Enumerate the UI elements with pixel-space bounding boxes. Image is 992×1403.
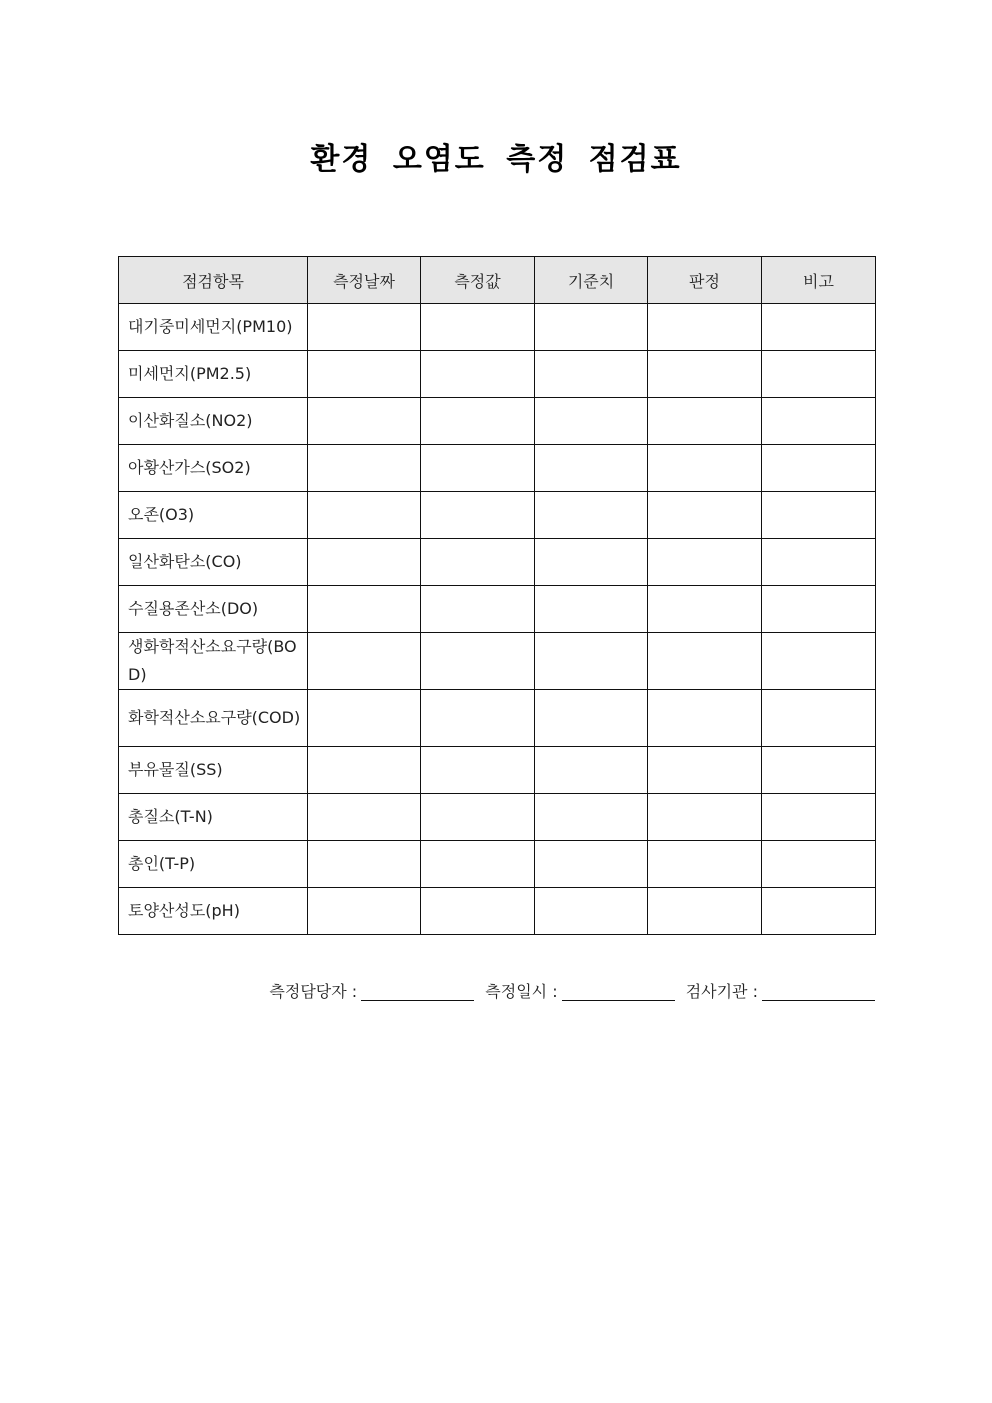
inspector-label: 측정담당자 : bbox=[269, 982, 358, 1001]
item-cell: 토양산성도(pH) bbox=[119, 888, 308, 935]
date-cell[interactable] bbox=[308, 539, 421, 586]
standard-cell[interactable] bbox=[535, 492, 648, 539]
date-cell[interactable] bbox=[308, 690, 421, 747]
judgment-cell[interactable] bbox=[648, 841, 762, 888]
judgment-cell[interactable] bbox=[648, 633, 762, 690]
date-cell[interactable] bbox=[308, 794, 421, 841]
table-row bbox=[119, 351, 876, 398]
date-cell[interactable] bbox=[308, 304, 421, 351]
date-cell[interactable] bbox=[308, 747, 421, 794]
note-cell[interactable] bbox=[762, 633, 876, 690]
date-cell[interactable] bbox=[308, 492, 421, 539]
agency-field[interactable] bbox=[762, 984, 875, 1001]
value-cell[interactable] bbox=[421, 747, 535, 794]
table-row bbox=[119, 747, 876, 794]
item-cell: 총인(T-P) bbox=[119, 841, 308, 888]
standard-cell[interactable] bbox=[535, 304, 648, 351]
standard-cell[interactable] bbox=[535, 633, 648, 690]
table-row bbox=[119, 794, 876, 841]
standard-cell[interactable] bbox=[535, 888, 648, 935]
judgment-cell[interactable] bbox=[648, 888, 762, 935]
item-cell: 오존(O3) bbox=[119, 492, 308, 539]
header-standard: 기준치 bbox=[535, 257, 648, 304]
table-row bbox=[119, 398, 876, 445]
header-measure-date: 측정날짜 bbox=[308, 257, 421, 304]
header-measured-value: 측정값 bbox=[421, 257, 535, 304]
note-cell[interactable] bbox=[762, 304, 876, 351]
value-cell[interactable] bbox=[421, 398, 535, 445]
note-cell[interactable] bbox=[762, 586, 876, 633]
table-header-row bbox=[119, 257, 876, 304]
note-cell[interactable] bbox=[762, 492, 876, 539]
note-cell[interactable] bbox=[762, 351, 876, 398]
value-cell[interactable] bbox=[421, 794, 535, 841]
judgment-cell[interactable] bbox=[648, 794, 762, 841]
note-cell[interactable] bbox=[762, 398, 876, 445]
item-cell: 수질용존산소(DO) bbox=[119, 586, 308, 633]
page-title: 환경 오염도 측정 점검표 bbox=[310, 142, 682, 177]
item-cell: 화학적산소요구량(COD) bbox=[119, 690, 308, 747]
judgment-cell[interactable] bbox=[648, 586, 762, 633]
table-row bbox=[119, 445, 876, 492]
note-cell[interactable] bbox=[762, 841, 876, 888]
standard-cell[interactable] bbox=[535, 841, 648, 888]
standard-cell[interactable] bbox=[535, 398, 648, 445]
item-cell: 총질소(T-N) bbox=[119, 794, 308, 841]
datetime-label: 측정일시 : bbox=[485, 982, 558, 1001]
inspector-field[interactable] bbox=[361, 984, 474, 1001]
date-cell[interactable] bbox=[308, 351, 421, 398]
header-note: 비고 bbox=[762, 257, 876, 304]
value-cell[interactable] bbox=[421, 492, 535, 539]
header-judgment: 판정 bbox=[648, 257, 762, 304]
standard-cell[interactable] bbox=[535, 690, 648, 747]
value-cell[interactable] bbox=[421, 586, 535, 633]
note-cell[interactable] bbox=[762, 445, 876, 492]
table-row bbox=[119, 888, 876, 935]
item-cell: 생화학적산소요구량(BOD) bbox=[119, 633, 308, 690]
note-cell[interactable] bbox=[762, 888, 876, 935]
judgment-cell[interactable] bbox=[648, 690, 762, 747]
judgment-cell[interactable] bbox=[648, 398, 762, 445]
standard-cell[interactable] bbox=[535, 586, 648, 633]
standard-cell[interactable] bbox=[535, 445, 648, 492]
value-cell[interactable] bbox=[421, 445, 535, 492]
table-row bbox=[119, 492, 876, 539]
note-cell[interactable] bbox=[762, 690, 876, 747]
item-cell: 일산화탄소(CO) bbox=[119, 539, 308, 586]
date-cell[interactable] bbox=[308, 633, 421, 690]
judgment-cell[interactable] bbox=[648, 539, 762, 586]
item-cell: 대기중미세먼지(PM10) bbox=[119, 304, 308, 351]
item-cell: 미세먼지(PM2.5) bbox=[119, 351, 308, 398]
judgment-cell[interactable] bbox=[648, 351, 762, 398]
standard-cell[interactable] bbox=[535, 794, 648, 841]
header-inspection-item: 점검항목 bbox=[119, 257, 308, 304]
value-cell[interactable] bbox=[421, 304, 535, 351]
note-cell[interactable] bbox=[762, 539, 876, 586]
table-row bbox=[119, 539, 876, 586]
agency-label: 검사기관 : bbox=[685, 982, 758, 1001]
date-cell[interactable] bbox=[308, 888, 421, 935]
table-row bbox=[119, 841, 876, 888]
value-cell[interactable] bbox=[421, 888, 535, 935]
note-cell[interactable] bbox=[762, 794, 876, 841]
date-cell[interactable] bbox=[308, 398, 421, 445]
inspection-table bbox=[118, 256, 876, 935]
table-row bbox=[119, 690, 876, 747]
judgment-cell[interactable] bbox=[648, 445, 762, 492]
judgment-cell[interactable] bbox=[648, 747, 762, 794]
date-cell[interactable] bbox=[308, 841, 421, 888]
item-cell: 이산화질소(NO2) bbox=[119, 398, 308, 445]
note-cell[interactable] bbox=[762, 747, 876, 794]
datetime-field[interactable] bbox=[562, 984, 675, 1001]
standard-cell[interactable] bbox=[535, 539, 648, 586]
date-cell[interactable] bbox=[308, 445, 421, 492]
table-row bbox=[119, 633, 876, 690]
item-cell: 아황산가스(SO2) bbox=[119, 445, 308, 492]
value-cell[interactable] bbox=[421, 539, 535, 586]
value-cell[interactable] bbox=[421, 841, 535, 888]
table-row bbox=[119, 304, 876, 351]
value-cell[interactable] bbox=[421, 633, 535, 690]
table-row bbox=[119, 586, 876, 633]
signature-footer bbox=[263, 979, 875, 1002]
value-cell[interactable] bbox=[421, 690, 535, 747]
value-cell[interactable] bbox=[421, 351, 535, 398]
judgment-cell[interactable] bbox=[648, 492, 762, 539]
date-cell[interactable] bbox=[308, 586, 421, 633]
standard-cell[interactable] bbox=[535, 747, 648, 794]
item-cell: 부유물질(SS) bbox=[119, 747, 308, 794]
standard-cell[interactable] bbox=[535, 351, 648, 398]
judgment-cell[interactable] bbox=[648, 304, 762, 351]
